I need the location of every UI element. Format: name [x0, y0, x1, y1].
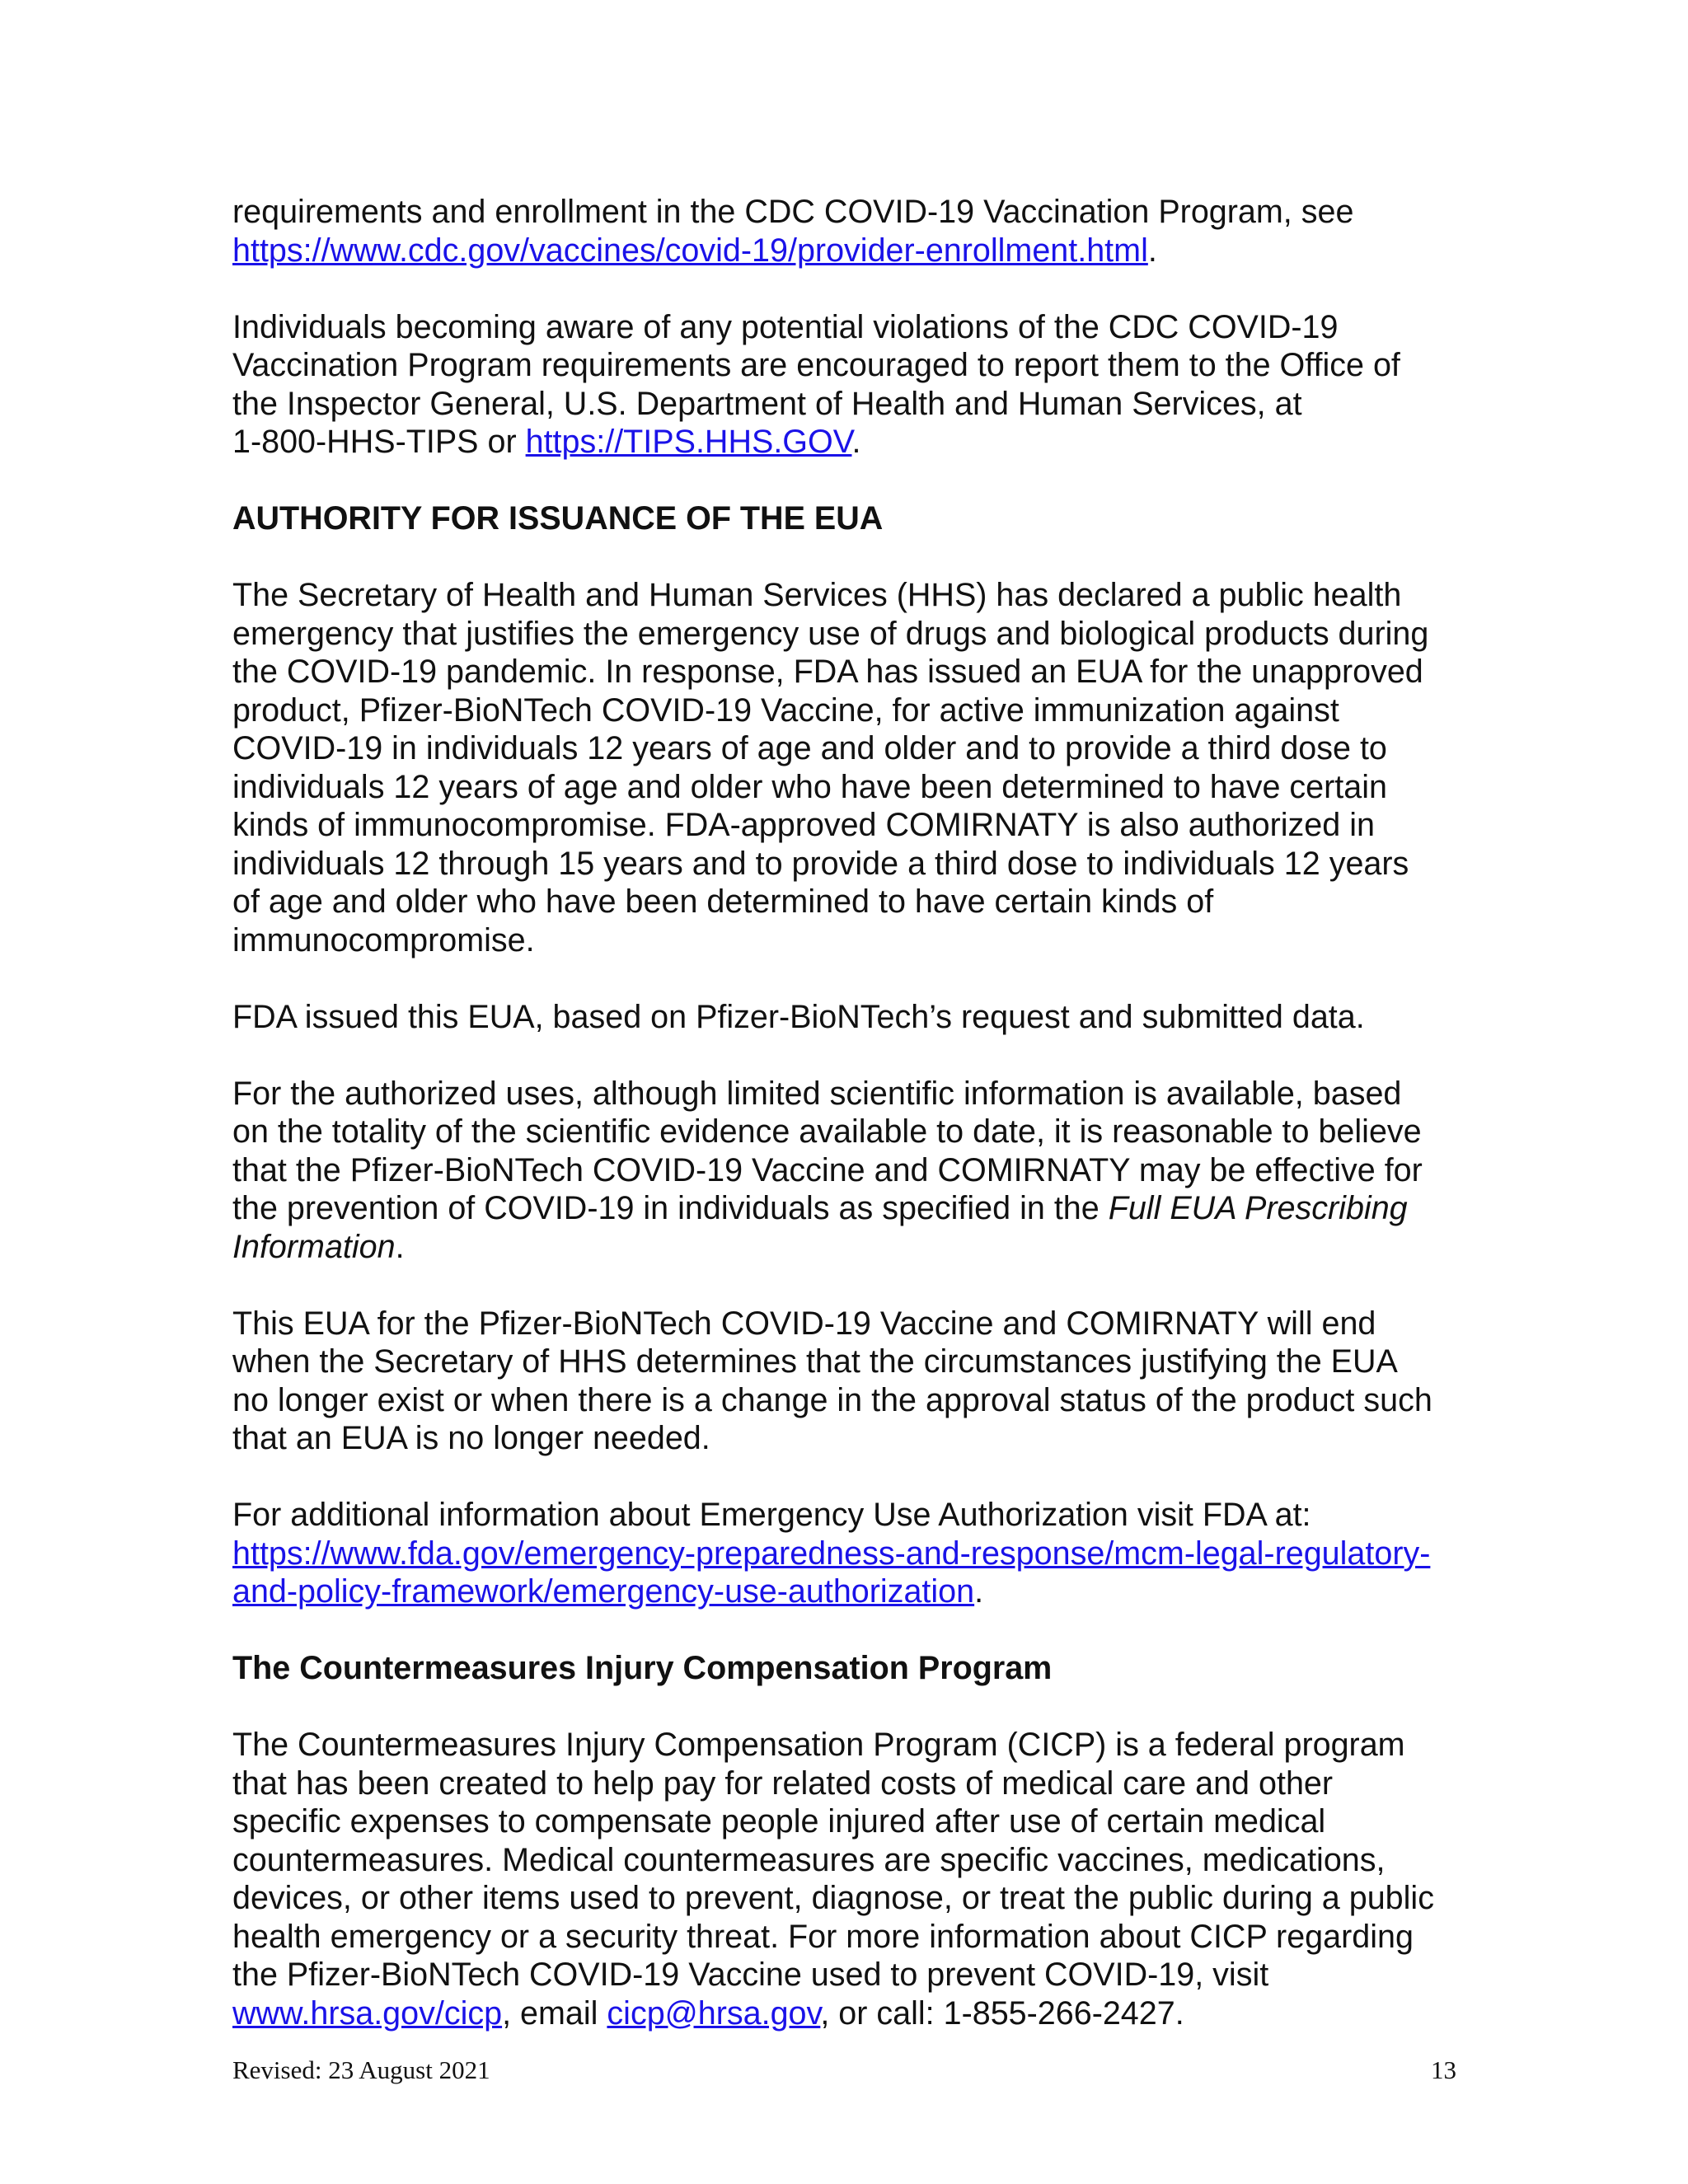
paragraph-authorized-uses: For the authorized uses, although limited scientific information is available, based on the totality of the scientific evidence available to date, it is reasonable to believe that the Pfizer-BioNTech COVID-19 Vaccine and COMIRNATY may be effective for the prevention of COVID-19 in individuals as specified in the Full EUA Prescribing Information. [232, 1075, 1423, 1265]
paragraph-fda-issued: FDA issued this EUA, based on Pfizer-BioNTech’s request and submitted data. [232, 998, 1365, 1035]
document-body [232, 193, 1469, 2032]
text-line: requirements and enrollment in the CDC COVID-19 Vaccination Program, see [232, 194, 1354, 230]
text-line: the Inspector General, U.S. Department of Health and Human Services, at [232, 385, 1302, 422]
heading-authority: AUTHORITY FOR ISSUANCE OF THE EUA [232, 500, 884, 537]
page-number: 13 [1431, 2055, 1456, 2084]
hrsa-cicp-link[interactable]: www.hrsa.gov/cicp [232, 1994, 503, 2032]
paragraph-additional-info: For additional information about Emergency Use Authorization visit FDA at: https://www.fda.gov/emergency-preparedness-and-response/mcm-legal-regulatory- and-policy-framework/emergency-use-authorization. [232, 1497, 1431, 1610]
prescribing-info-title-cont: Information [232, 1228, 396, 1265]
fda-eua-link[interactable]: https://www.fda.gov/emergency-preparedness-and-response/mcm-legal-regulatory- [232, 1535, 1431, 1572]
heading-cicp: The Countermeasures Injury Compensation Program [232, 1650, 1053, 1686]
text-line: Vaccination Program requirements are encouraged to report them to the Office of [232, 347, 1400, 383]
revision-date: Revised: 23 August 2021 [232, 2055, 490, 2084]
paragraph-authority: The Secretary of Health and Human Services (HHS) has declared a public health emergency that justifies the emergency use of drugs and biological products during the COVID-19 pandemic. In response, FDA has issued an EUA for the unapproved product, Pfizer-BioNTech COVID-19 Vaccine, for active immunization against COVID-19 in individuals 12 years of age and older and to provide a third dose to individuals 12 years of age and older who have been determined to have certain kinds of immunocompromise. FDA-approved COMIRNATY is also authorized in individuals 12 through 15 years and to provide a third dose to individuals 12 years of age and older who have been determined to have certain kinds of immunocompromise. [232, 577, 1429, 958]
fda-eua-link-cont[interactable]: and-policy-framework/emergency-use-authorization [232, 1573, 975, 1610]
text-line: Individuals becoming aware of any potential violations of the CDC COVID-19 [232, 308, 1339, 345]
paragraph-eua-end: This EUA for the Pfizer-BioNTech COVID-19 Vaccine and COMIRNATY will end when the Secretary of HHS determines that the circumstances justifying the EUA no longer exist or when there is a change in the approval status of the product such that an EUA is no longer needed. [232, 1305, 1432, 1456]
cdc-enrollment-link[interactable]: https://www.cdc.gov/vaccines/covid-19/provider-enrollment.html [232, 232, 1148, 269]
tips-hhs-link[interactable]: https://TIPS.HHS.GOV [525, 424, 852, 460]
prescribing-info-title: Full EUA Prescribing [1108, 1190, 1408, 1226]
paragraph-cicp: The Countermeasures Injury Compensation Program (CICP) is a federal program that has been created to help pay for related costs of medical care and other specific expenses to compensate people injured after use of certain medical countermeasures. Medical countermeasures are specific vaccines, medications, devices, or other items used to prevent, diagnose, or treat the public during a public health emergency or a security threat. For more information about CICP regarding the Pfizer-BioNTech COVID-19 Vaccine used to prevent COVID-19, visit www.hrsa.gov/cicp, email cicp@hrsa.gov, or call: 1-855-266-2427. [232, 1727, 1434, 2032]
cicp-email-link[interactable]: cicp@hrsa.gov [607, 1994, 821, 2032]
paragraph-enrollment: requirements and enrollment in the CDC COVID-19 Vaccination Program, see https://www.cdc.gov/vaccines/covid-19/provider-enrollment.html. [232, 193, 1469, 269]
paragraph-violations: Individuals becoming aware of any potential violations of the CDC COVID-19 Vaccination Program requirements are encouraged to report them to the Office of the Inspector General, U.S. Department of Health and Human Services, at 1-800-HHS-TIPS or https://TIPS.HHS.GOV. [232, 308, 1469, 462]
